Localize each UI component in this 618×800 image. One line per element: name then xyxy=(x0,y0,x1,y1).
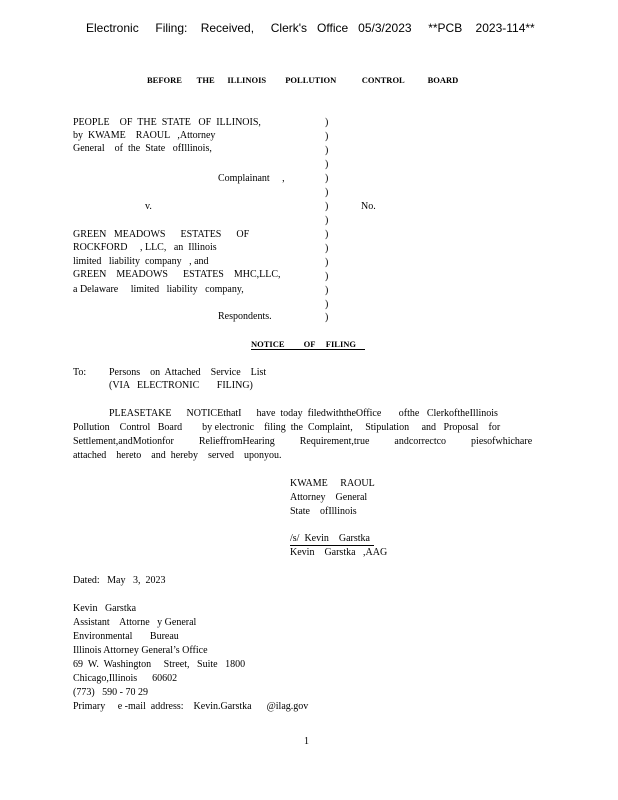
plaintiff-line: by KWAME RAOUL ,Attorney xyxy=(73,130,216,141)
signature-name: KWAME RAOUL xyxy=(290,478,375,489)
body-line: attached hereto and hereby served uponyou. xyxy=(73,450,282,461)
efiling-header: Electronic Filing: Received, Clerk's Office 05/3/2023 **PCB 2023-114** xyxy=(86,21,535,35)
respondents-label: Respondents. xyxy=(218,311,272,322)
signer-name: Kevin Garstka ,AAG xyxy=(290,547,388,558)
page-number: 1 xyxy=(304,736,309,747)
plaintiff-line: General of the State ofIllinois, xyxy=(73,143,212,154)
notice-title: NOTICE OF FILING xyxy=(251,339,365,350)
caption-bracket: ) xyxy=(325,173,329,184)
respondent-line: GREEN MEADOWS ESTATES MHC,LLC, xyxy=(73,269,281,280)
caption-bracket: ) xyxy=(325,131,329,142)
caption-bracket: ) xyxy=(325,117,329,128)
case-number-label: No. xyxy=(361,201,376,212)
caption-bracket: ) xyxy=(325,271,329,282)
contact-line: (773) 590 - 70 29 xyxy=(73,687,148,698)
caption-bracket: ) xyxy=(325,229,329,240)
respondent-line: GREEN MEADOWS ESTATES OF xyxy=(73,229,250,240)
caption-bracket: ) xyxy=(325,145,329,156)
versus-label: v. xyxy=(145,201,152,212)
caption-bracket: ) xyxy=(325,299,329,310)
signature-state: State ofIllinois xyxy=(290,506,357,517)
contact-email-line: Primary e -mail address: Kevin.Garstka @ilag.gov xyxy=(73,701,309,712)
contact-line: Environmental Bureau xyxy=(73,631,179,642)
caption-bracket: ) xyxy=(325,159,329,170)
body-line: Settlement,andMotionfor RelieffromHearing Requirement,true andcorrectco piesofwhichare xyxy=(73,436,533,447)
respondent-line: ROCKFORD , LLC, an Illinois xyxy=(73,242,217,253)
caption-bracket: ) xyxy=(325,187,329,198)
caption-bracket: ) xyxy=(325,312,329,323)
dated-line: Dated: May 3, 2023 xyxy=(73,575,166,586)
signature-line: /s/ Kevin Garstka xyxy=(290,532,374,546)
caption-bracket: ) xyxy=(325,243,329,254)
contact-line: 69 W. Washington Street, Suite 1800 xyxy=(73,659,246,670)
contact-line: Illinois Attorney General’s Office xyxy=(73,645,208,656)
complainant-label: Complainant , xyxy=(218,173,285,184)
respondent-line: a Delaware limited liability company, xyxy=(73,284,244,295)
to-label: To: xyxy=(73,367,87,378)
caption-bracket: ) xyxy=(325,201,329,212)
contact-line: Assistant Attorne y General xyxy=(73,617,197,628)
respondent-line: limited liability company , and xyxy=(73,256,209,267)
caption-bracket: ) xyxy=(325,285,329,296)
caption-bracket: ) xyxy=(325,257,329,268)
to-line: (VIA ELECTRONIC FILING) xyxy=(109,380,253,391)
body-line: PLEASETAKE NOTICEthatI have today filedwiththeOffice ofthe ClerkoftheIllinois xyxy=(109,408,498,419)
plaintiff-line: PEOPLE OF THE STATE OF ILLINOIS, xyxy=(73,117,261,128)
contact-line: Chicago,Illinois 60602 xyxy=(73,673,178,684)
caption-bracket: ) xyxy=(325,215,329,226)
to-line: Persons on Attached Service List xyxy=(109,367,267,378)
body-line: Pollution Control Board by electronic filing the Complaint, Stipulation and Proposal for xyxy=(73,422,501,433)
contact-line: Kevin Garstka xyxy=(73,603,137,614)
court-heading: BEFORE THE ILLINOIS POLLUTION CONTROL BOARD xyxy=(147,75,459,85)
signature-title: Attorney General xyxy=(290,492,368,503)
